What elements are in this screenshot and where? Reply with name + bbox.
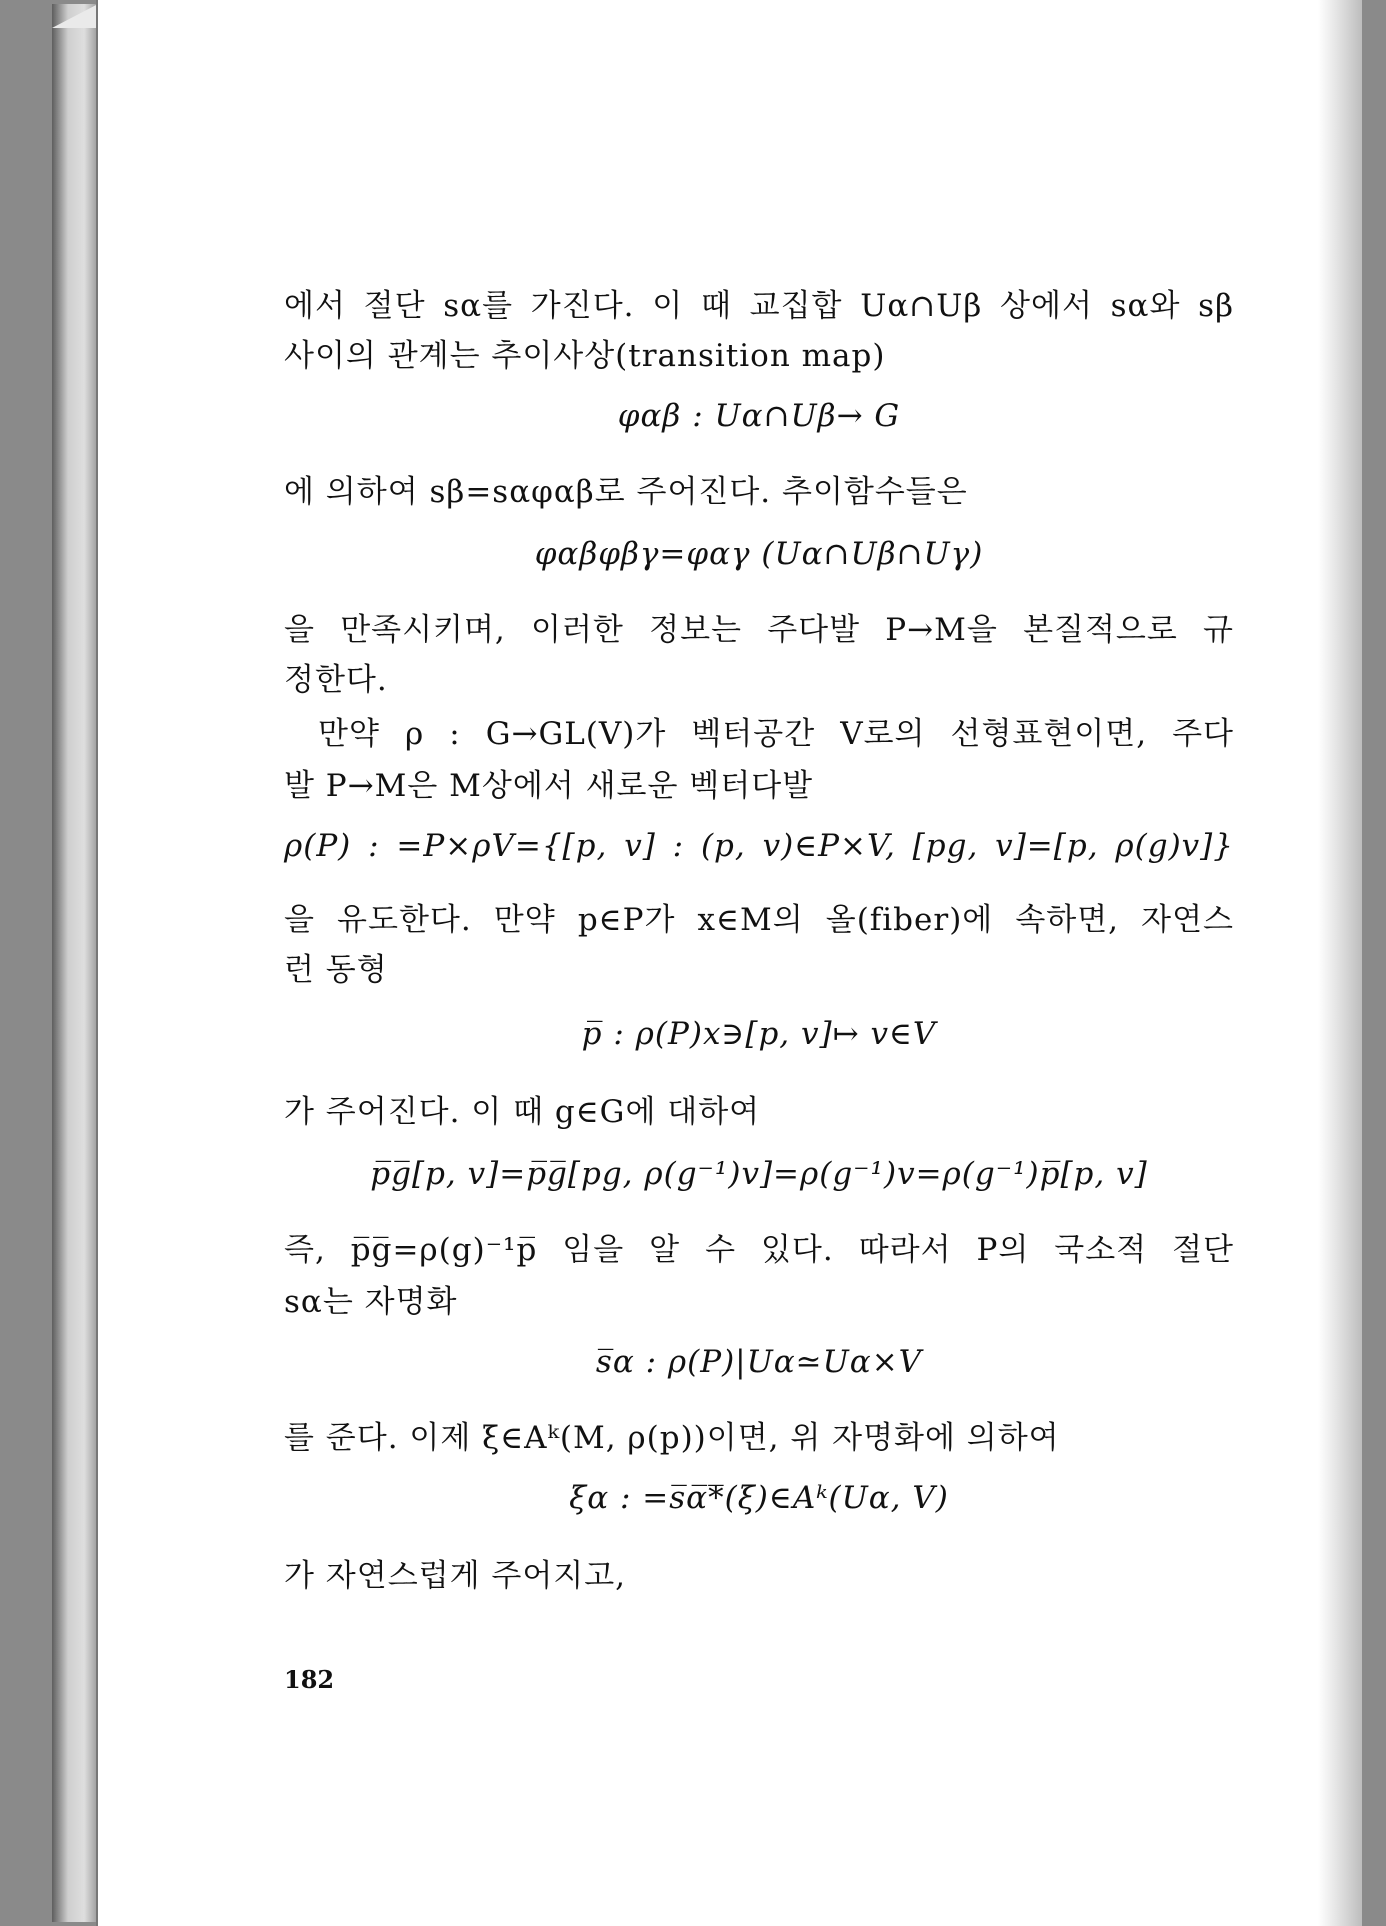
equation-xi-alpha: ξα : =s̅α̅*̅(ξ)∈Aᵏ(Uα, V) bbox=[569, 1480, 949, 1516]
equation-associated-bundle: ρ(P) : =P×ρV={[p, v] : (p, v)∈P×V, [pg, v]=[p, ρ(g)v]} bbox=[284, 828, 1234, 864]
equation-transition-map: φαβ : Uα∩Uβ→ G bbox=[617, 398, 901, 434]
equation-trivialization: s̅α : ρ(P)|Uα≃Uα×V bbox=[595, 1344, 923, 1380]
text-line: 런 동형 bbox=[284, 952, 388, 988]
text-line: 가 자연스럽게 주어지고, bbox=[284, 1558, 627, 1594]
equation-pg: p̅g̅[p, v]=p̅g̅[pg, ρ(g⁻¹)v]=ρ(g⁻¹)v=ρ(g⁻¹)p̅[p, v] bbox=[370, 1156, 1148, 1192]
page-number: 182 bbox=[284, 1665, 335, 1694]
text-line: 가 주어진다. 이 때 g∈G에 대하여 bbox=[284, 1094, 761, 1130]
text-line: 발 P→M은 M상에서 새로운 벡터다발 bbox=[284, 768, 814, 804]
text-line: 정한다. bbox=[284, 662, 388, 698]
equation-fiber-iso: p̅ : ρ(P)x∋[p, v]↦ v∈V bbox=[581, 1016, 937, 1052]
paragraph-start-line: 만약 ρ : G→GL(V)가 벡터공간 V로의 선형표현이면, 주다 bbox=[318, 716, 1234, 752]
equation-cocycle: φαβφβγ=φαγ (Uα∩Uβ∩Uγ) bbox=[534, 536, 984, 572]
text-line: 을 유도한다. 만약 p∈P가 x∈M의 올(fiber)에 속하면, 자연스 bbox=[284, 902, 1234, 938]
text-line: 사이의 관계는 추이사상(transition map) bbox=[284, 338, 886, 374]
text-line: 을 만족시키며, 이러한 정보는 주다발 P→M을 본질적으로 규 bbox=[284, 612, 1234, 648]
text-line: 에서 절단 sα를 가진다. 이 때 교집합 Uα∩Uβ 상에서 sα와 sβ bbox=[284, 288, 1234, 324]
text-line: sα는 자명화 bbox=[284, 1284, 458, 1320]
text-line: 에 의하여 sβ=sαφαβ로 주어진다. 추이함수들은 bbox=[284, 474, 968, 510]
text-line: 즉, p̅g̅=ρ(g)⁻¹p̅ 임을 알 수 있다. 따라서 P의 국소적 절단 bbox=[284, 1232, 1234, 1268]
book-spine bbox=[52, 4, 98, 1922]
page-edge-shadow bbox=[1318, 0, 1362, 1926]
text-line: 를 준다. 이제 ξ∈Aᵏ(M, ρ(p))이면, 위 자명화에 의하여 bbox=[284, 1420, 1060, 1456]
